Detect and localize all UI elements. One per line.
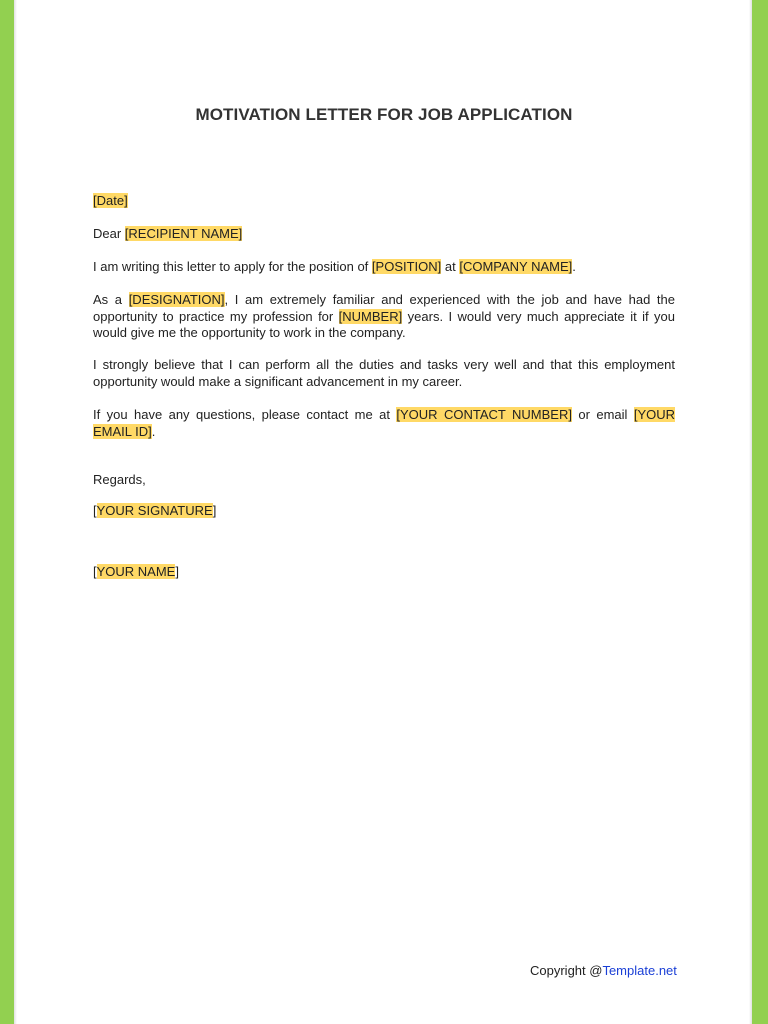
paragraph-position <box>93 259 675 276</box>
salutation-line <box>93 226 675 243</box>
position-placeholder: [POSITION] <box>371 259 442 274</box>
signature-open-bracket: [ <box>93 503 97 518</box>
designation-placeholder: [DESIGNATION] <box>128 292 225 307</box>
name-open-bracket: [ <box>93 564 97 579</box>
para2-text-middle: , I am extremely familiar and experienced with the job and have had the opportunity to practice my profession for <box>93 292 676 324</box>
template-net-link[interactable]: Template.net <box>602 963 677 978</box>
salutation-prefix: Dear <box>93 226 125 241</box>
para2-text-before: As a <box>93 292 129 307</box>
number-placeholder: [NUMBER] <box>338 308 403 324</box>
para1-text-before: I am writing this letter to apply for the position of <box>93 259 372 274</box>
para1-text-middle: at <box>441 259 460 274</box>
signature-close-bracket: ] <box>212 503 217 518</box>
right-border-shadow <box>749 0 752 1024</box>
date-placeholder: [Date] <box>93 193 128 208</box>
paragraph-experience <box>93 292 675 342</box>
date-line <box>93 193 675 210</box>
name-line <box>93 564 675 581</box>
copyright-footer <box>530 963 677 978</box>
paragraph-belief: I strongly believe that I can perform all the duties and tasks very well and that this employment opportunity would make a significant advancement in my career. <box>93 357 675 389</box>
company-name-placeholder: [COMPANY NAME] <box>459 259 573 274</box>
name-close-bracket: ] <box>175 564 179 579</box>
copyright-prefix: Copyright @ <box>530 963 603 978</box>
recipient-name-placeholder: [RECIPIENT NAME] <box>124 226 243 241</box>
name-placeholder: YOUR NAME <box>96 564 176 579</box>
left-border-shadow <box>14 0 17 1024</box>
para4-text-before: If you have any questions, please contact me at <box>93 407 397 422</box>
closing-line: Regards, <box>93 472 146 487</box>
signature-placeholder: YOUR SIGNATURE <box>96 503 213 518</box>
left-green-border <box>0 0 14 1024</box>
para4-text-after: . <box>151 423 156 439</box>
contact-number-placeholder: [YOUR CONTACT NUMBER] <box>396 407 572 422</box>
para1-text-after: . <box>572 259 576 274</box>
para4-text-middle: or email <box>571 407 634 422</box>
para2-text-after: years. I would very much appreciate it if you would give me the opportunity to work in the company. <box>93 308 675 340</box>
right-green-border <box>752 0 768 1024</box>
paragraph-contact <box>93 407 675 440</box>
document-title: MOTIVATION LETTER FOR JOB APPLICATION <box>195 105 573 124</box>
signature-line <box>93 503 675 520</box>
email-id-placeholder: [YOUR EMAIL ID] <box>93 407 675 439</box>
